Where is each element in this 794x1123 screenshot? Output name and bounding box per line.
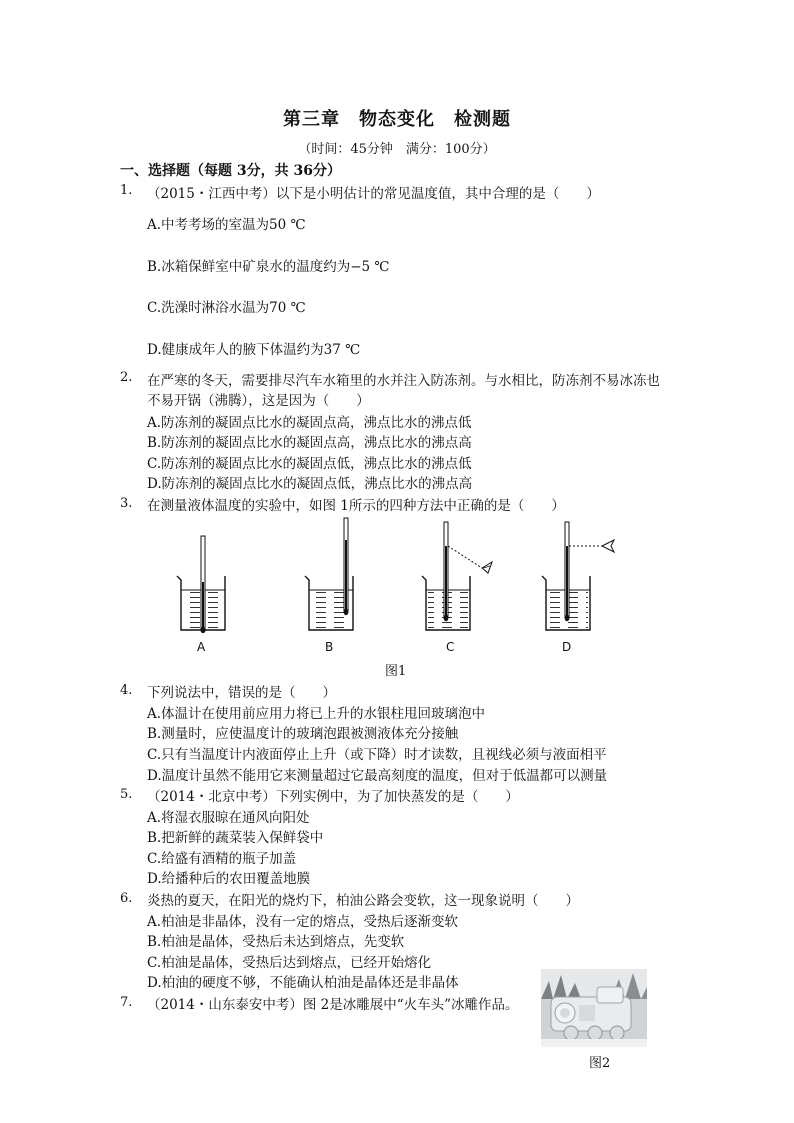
question-number: 6. xyxy=(120,891,133,906)
option-c: C.防冻剂的凝固点比水的凝固点低，沸点比水的沸点低 xyxy=(147,456,472,472)
question-number: 3. xyxy=(120,496,133,511)
figure-caption: 图1 xyxy=(385,664,407,679)
page-title: 第三章 物态变化 检测题 xyxy=(283,109,511,130)
option-a: A.体温计在使用前应用力将已上升的水银柱甩回玻璃泡中 xyxy=(147,706,486,722)
option-a: A.防冻剂的凝固点比水的凝固点高，沸点比水的沸点低 xyxy=(147,415,472,431)
question-text: 炎热的夏天，在阳光的烧灼下，柏油公路会变软，这一现象说明（ ） xyxy=(147,893,579,909)
option-d: D.防冻剂的凝固点比水的凝固点低，沸点比水的沸点高 xyxy=(147,476,473,492)
question-number: 4. xyxy=(120,683,133,698)
option-d: D.温度计虽然不能用它来测量超过它最高刻度的温度，但对于低温都可以测量 xyxy=(147,768,608,784)
question-number: 1. xyxy=(120,183,133,198)
ice-sculpture-photo xyxy=(541,969,647,1047)
option-b: B.把新鲜的蔬菜装入保鲜袋中 xyxy=(147,830,324,846)
question-number: 2. xyxy=(120,370,133,385)
section-heading: 一、选择题（每题 3分，共 36分） xyxy=(120,163,341,179)
beaker-c xyxy=(422,522,492,630)
beaker-b xyxy=(305,518,353,630)
option-c: C.给盛有酒精的瓶子加盖 xyxy=(147,851,297,867)
question-text: 在测量液体温度的实验中，如图 1所示的四种方法中正确的是（ ） xyxy=(147,498,565,514)
figure-label-b: B xyxy=(325,640,334,654)
exam-info: （时间：45分钟 满分：100分） xyxy=(298,142,496,157)
option-b: B.柏油是晶体，受热后未达到熔点，先变软 xyxy=(147,934,405,950)
option-d: D.健康成年人的腋下体温约为37 ℃ xyxy=(147,342,361,358)
question-number: 7. xyxy=(120,995,133,1010)
figure-label-d: D xyxy=(562,640,572,654)
beaker-d xyxy=(542,522,614,630)
option-c: C.洗澡时淋浴水温为70 ℃ xyxy=(147,300,306,316)
question-text: （2015・江西中考）以下是小明估计的常见温度值，其中合理的是（ ） xyxy=(147,186,600,202)
option-a: A.将湿衣服晾在通风向阳处 xyxy=(147,810,310,826)
option-c: C.柏油是晶体，受热后达到熔点，已经开始熔化 xyxy=(147,955,432,971)
question-text-cont: 不易开锅（沸腾），这是因为（ ） xyxy=(147,393,370,409)
option-a: A.柏油是非晶体，没有一定的熔点，受热后逐渐变软 xyxy=(147,914,459,930)
question-text: 在严寒的冬天，需要排尽汽车水箱里的水并注入防冻剂。与水相比，防冻剂不易冰冻也 xyxy=(147,373,660,389)
option-d: D.柏油的硬度不够，不能确认柏油是晶体还是非晶体 xyxy=(147,975,459,991)
question-number: 5. xyxy=(120,787,133,802)
option-b: B.冰箱保鲜室中矿泉水的温度约为−5 ℃ xyxy=(147,259,390,275)
beaker-a xyxy=(177,536,225,633)
option-b: B.测量时，应使温度计的玻璃泡跟被测液体充分接触 xyxy=(147,726,459,742)
figure-label-a: A xyxy=(197,640,206,654)
option-b: B.防冻剂的凝固点比水的凝固点高，沸点比水的沸点高 xyxy=(147,435,472,451)
figure-caption: 图2 xyxy=(589,1056,611,1071)
question-text: （2014・北京中考）下列实例中，为了加快蒸发的是（ ） xyxy=(147,789,519,805)
option-a: A.中考考场的室温为50 ℃ xyxy=(147,217,306,233)
thermometer-figure xyxy=(170,510,630,660)
option-d: D.给播种后的农田覆盖地膜 xyxy=(147,871,311,887)
option-c: C.只有当温度计内液面停止上升（或下降）时才读数，且视线必须与液面相平 xyxy=(147,747,607,763)
question-text: 下列说法中，错误的是（ ） xyxy=(147,685,336,701)
figure-label-c: C xyxy=(446,640,455,654)
question-text: （2014・山东泰安中考）图 2是冰雕展中“火车头”冰雕作品。 xyxy=(147,997,519,1013)
